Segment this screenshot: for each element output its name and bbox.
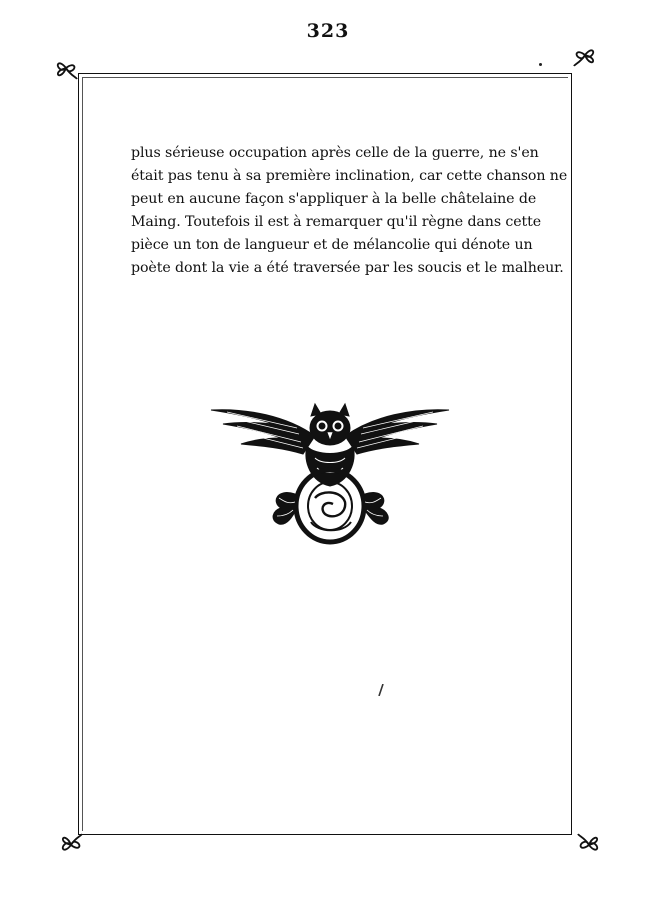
corner-fleuron-top-right-icon xyxy=(572,42,598,68)
ink-speck xyxy=(378,684,384,696)
ink-dot xyxy=(539,63,542,66)
corner-fleuron-top-left-icon xyxy=(53,55,79,81)
winged-owl-vignette-icon xyxy=(207,398,453,548)
text-line-6: poète dont la vie a été traversée par les soucis et le malheur. xyxy=(131,260,564,276)
text-line-3: peut en aucune façon s'appliquer à la belle châtelaine de xyxy=(131,191,537,207)
text-line-1: plus sérieuse occupation après celle de la guerre, ne s'en xyxy=(131,145,539,161)
page-number: 323 xyxy=(306,20,350,42)
text-line-5: pièce un ton de langueur et de mélancolie qui dénote un xyxy=(131,237,533,253)
corner-fleuron-bottom-left-icon xyxy=(58,832,84,858)
corner-fleuron-bottom-right-icon xyxy=(576,832,602,858)
text-line-2: était pas tenu à sa première inclination, car cette chanson ne xyxy=(131,168,568,184)
body-paragraph xyxy=(131,142,568,280)
text-line-4: Maing. Toutefois il est à remarquer qu'il règne dans cette xyxy=(131,214,542,230)
